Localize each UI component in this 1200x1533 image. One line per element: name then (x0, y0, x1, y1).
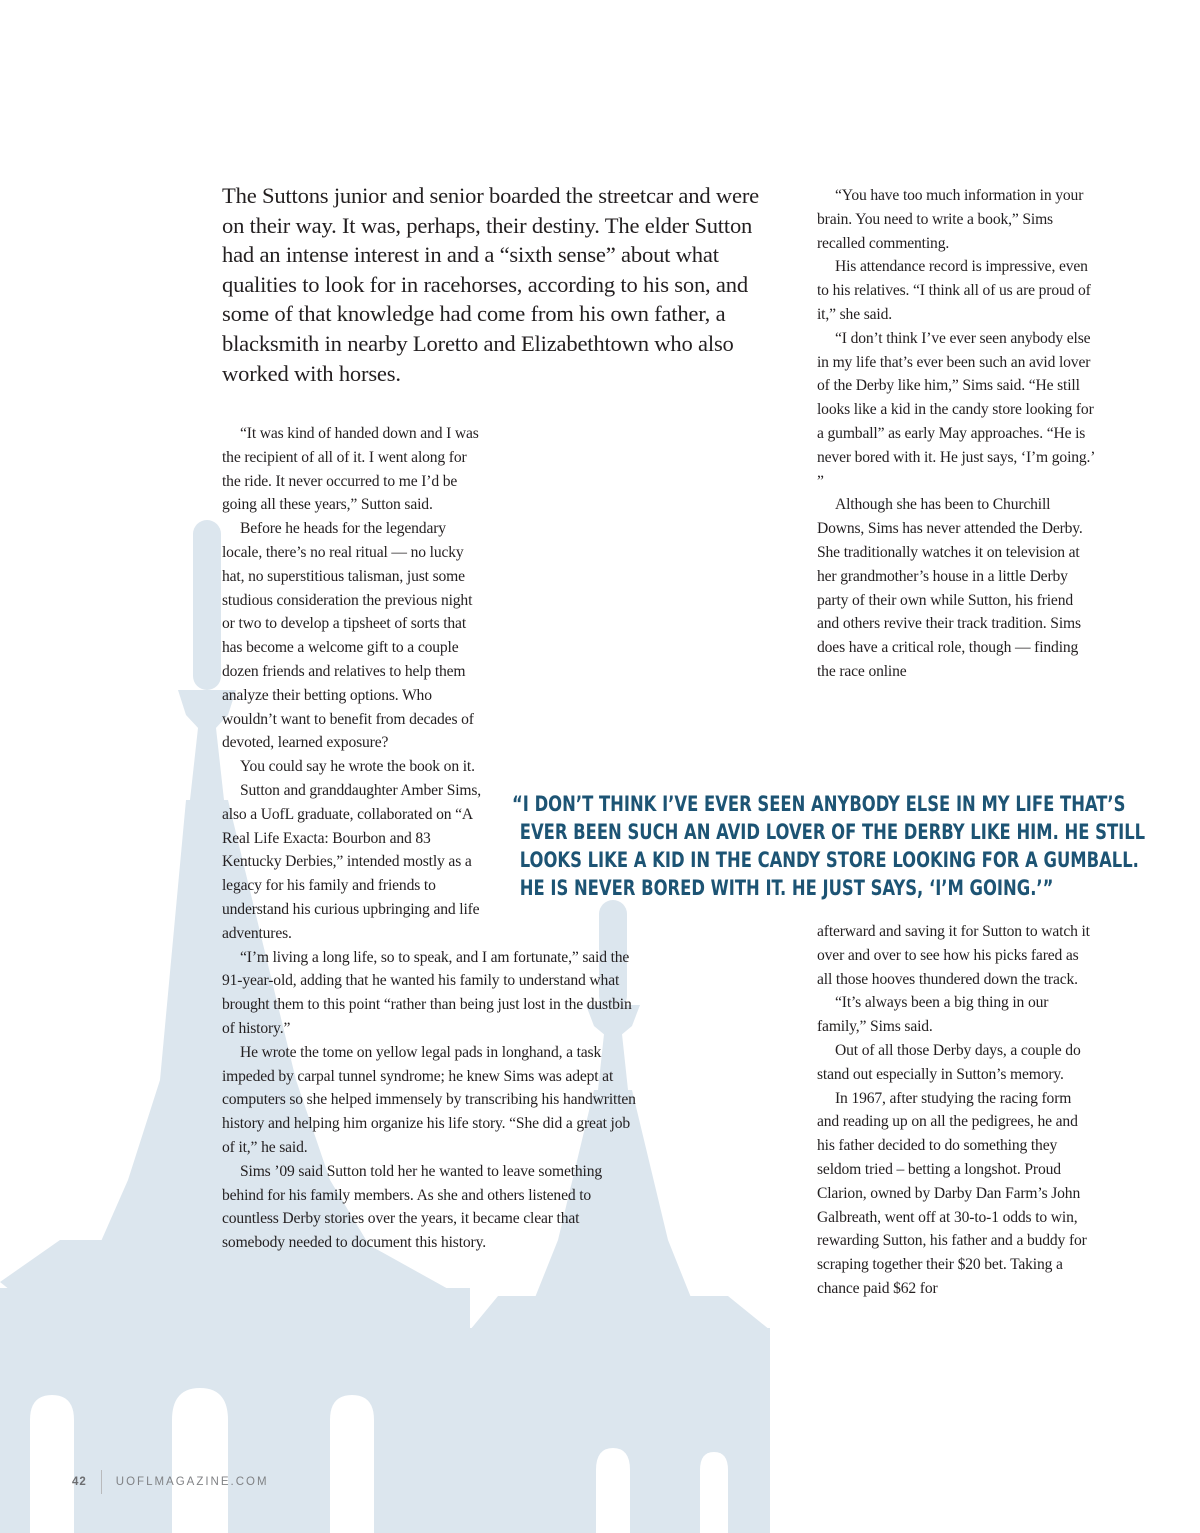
body-paragraph: “I don’t think I’ve ever seen anybody else in my life that’s ever been such an avid lover of the Derby like him,” Sims said. “He still looks like a kid in the candy store looking for a gumball” as early May approaches. “He is never bored with it. He just says, ‘I’m going.’ ” (817, 329, 1095, 490)
body-paragraph: He wrote the tome on yellow legal pads in longhand, a task impeded by carpal tunnel syndrome; he knew Sims was adept at computers so she helped immensely by transcribing his handwritten history and helping him organize his life story. “She did a great job of it,” he said. (222, 1043, 636, 1156)
page-footer (72, 1472, 269, 1492)
body-paragraph: “It was kind of handed down and I was the recipient of all of it. I went along for the ride. It never occurred to me I’d be going all these years,” Sutton said. (222, 425, 479, 514)
pull-quote-line: EVER BEEN SUCH AN AVID LOVER OF THE DERBY LIKE HIM. HE STILL (519, 819, 1146, 844)
pull-quote-line: HE IS NEVER BORED WITH IT. HE JUST SAYS, ‘I’M GOING.’” (519, 875, 1054, 900)
body-paragraph: Sutton and granddaughter Amber Sims, also a UofL graduate, collaborated on “A Real Life Exacta: Bourbon and 83 Kentucky Derbies,” intended mostly as a legacy for his family and friends to understand his curious upbringing and life adventures. (222, 781, 482, 942)
body-paragraph: Out of all those Derby days, a couple do stand out especially in Sutton’s memory. (817, 1041, 1081, 1083)
body-paragraph: afterward and saving it for Sutton to watch it over and over to see how his picks fared as all those hooves thundered down the track. (817, 923, 1090, 988)
right-body-column-top (817, 184, 1097, 684)
right-body-column-bottom (817, 920, 1097, 1301)
body-paragraph: “It’s always been a big thing in our family,” Sims said. (817, 994, 1049, 1036)
body-paragraph: Sims ’09 said Sutton told her he wanted to leave something behind for his family members. As she and others listened to countless Derby stories over the years, it became clear that somebody needed to document this history. (222, 1162, 603, 1252)
body-paragraph: In 1967, after studying the racing form and reading up on all the pedigrees, he and his father decided to do something they seldom tried – betting a longshot. Proud Clarion, owned by Darby Dan Farm’s John Galbreath, went off at 30-to-1 odds to win, rewarding Sutton, his father and a buddy for scraping together their $20 bet. Taking a chance paid $62 for (817, 1089, 1087, 1297)
magazine-url: UOFLMAGAZINE.COM (115, 1476, 269, 1488)
page-number: 42 (72, 1476, 87, 1488)
pull-quote-line: “I DON’T THINK I’VE EVER SEEN ANYBODY ELSE IN MY LIFE THAT’S (512, 791, 1126, 816)
body-paragraph: Before he heads for the legendary locale, there’s no real ritual — no lucky hat, no superstitious talisman, just some studious consideration the previous night or two to develop a tipsheet of sorts that has become a welcome gift to a couple dozen friends and relatives to help them analyze their betting options. Who wouldn’t want to benefit from decades of devoted, learned exposure? (222, 520, 474, 752)
pull-quote (512, 790, 1146, 902)
body-paragraph: You could say he wrote the book on it. (240, 758, 475, 776)
body-paragraph: Although she has been to Churchill Downs, Sims has never attended the Derby. She traditionally watches it on television at her grandmother’s house in a little Derby party of their own while Sutton, his friend and others revive their track tradition. Sims does have a critical role, though — finding the race online (817, 496, 1083, 680)
body-paragraph: “You have too much information in your brain. You need to write a book,” Sims recalled commenting. (817, 187, 1084, 252)
lead-paragraph: The Suttons junior and senior boarded the streetcar and were on their way. It was, perhaps, their destiny. The elder Sutton had an intense interest in and a “sixth sense” about what qualities to look for in racehorses, according to his son, and some of that knowledge had come from his own father, a blacksmith in nearby Loretto and Elizabethtown who also worked with horses. (222, 183, 759, 386)
footer-divider (101, 1470, 102, 1494)
body-paragraph: “I’m living a long life, so to speak, and I am fortunate,” said the 91-year-old, adding that he wanted his family to understand what brought them to this point “rather than being just lost in the dustbin of history.” (222, 948, 632, 1037)
body-paragraph: His attendance record is impressive, even to his relatives. “I think all of us are proud of it,” she said. (817, 258, 1091, 323)
pull-quote-line: LOOKS LIKE A KID IN THE CANDY STORE LOOKING FOR A GUMBALL. (519, 847, 1139, 872)
